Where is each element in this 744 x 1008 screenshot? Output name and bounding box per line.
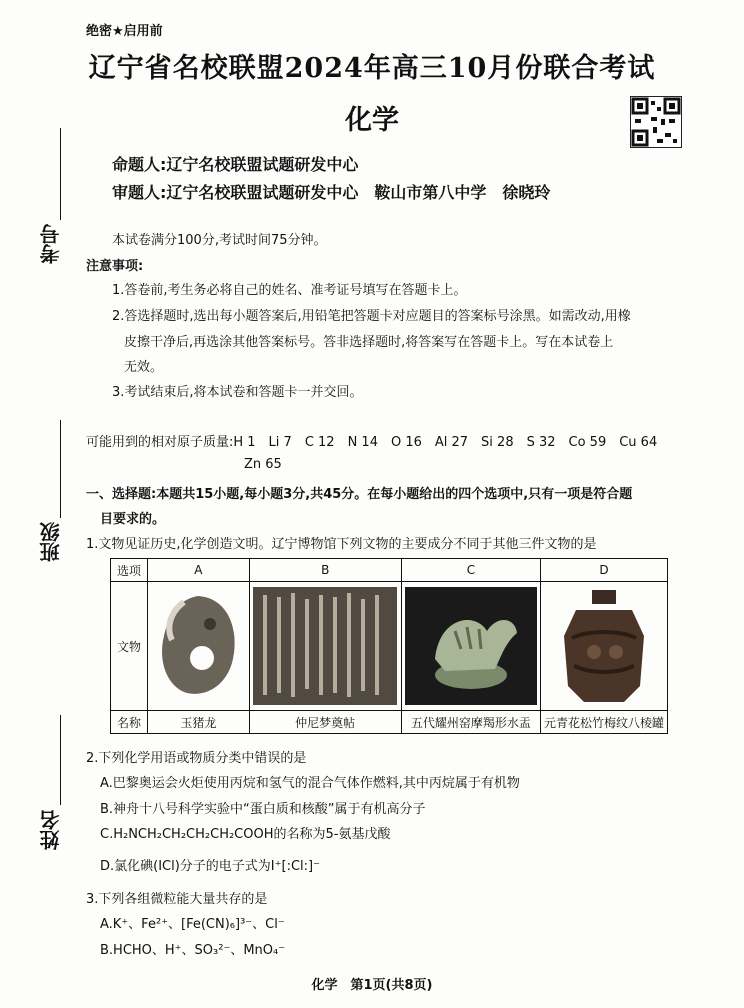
question-2-option-c: C.H₂NCH₂CH₂CH₂CH₂COOH的名称为5-氨基戊酸 — [100, 827, 391, 842]
atomic-mass-line: 可能用到的相对原子质量:H 1 Li 7 C 12 N 14 O 16 Al 27 Si 28 S 32 Co 59 Cu 64 — [86, 435, 658, 450]
class-label: 班级 — [39, 522, 63, 562]
question-2-option-d: D.氯化碘(ICl)分子的电子式为I⁺[:Cl:]⁻ — [100, 859, 320, 874]
atomic-mass-line: Zn 65 — [244, 457, 282, 472]
notice-item: 皮擦干净后,再选涂其他答案标号。答非选择题时,将答案写在答题卡上。写在本试卷上 — [124, 335, 614, 350]
section-heading: 目要求的。 — [100, 512, 166, 527]
artifact-b-photo — [249, 582, 401, 711]
notice-item: 3.考试结束后,将本试卷和答题卡一并交回。 — [112, 385, 363, 400]
notice-title: 注意事项: — [86, 259, 144, 274]
option-label-d: D — [541, 559, 668, 582]
question-2-stem: 2.下列化学用语或物质分类中错误的是 — [86, 751, 307, 766]
section-heading: 一、选择题:本题共15小题,每小题3分,共45分。在每小题给出的四个选项中,只有一项是符合题 — [86, 487, 633, 502]
qr-code-icon — [630, 96, 682, 148]
exam-title: 辽宁省名校联盟2024年高三10月份联合考试 — [88, 53, 656, 84]
question-3-option-a: A.K⁺、Fe²⁺、[Fe(CN)₆]³⁻、Cl⁻ — [100, 917, 285, 932]
reviewer-line: 审题人:辽宁名校联盟试题研发中心 鞍山市第八中学 徐晓玲 — [112, 183, 551, 202]
artifact-name-a: 玉猪龙 — [148, 711, 250, 734]
notice-item: 无效。 — [124, 360, 164, 375]
class-rule — [60, 420, 61, 518]
question-2-option-a: A.巴黎奥运会火炬使用丙烷和氢气的混合气体作燃料,其中丙烷属于有机物 — [100, 776, 520, 791]
artifact-c-photo — [401, 582, 540, 711]
name-label: 姓名 — [39, 810, 63, 850]
score-time: 本试卷满分100分,考试时间75分钟。 — [112, 233, 327, 248]
question-1-stem: 1.文物见证历史,化学创造文明。辽宁博物馆下列文物的主要成分不同于其他三件文物的是 — [86, 537, 597, 552]
option-label-a: A — [148, 559, 250, 582]
artifact-name-d: 元青花松竹梅纹八棱罐 — [541, 711, 668, 734]
question-3-option-b: B.HCHO、H⁺、SO₃²⁻、MnO₄⁻ — [100, 943, 286, 958]
name-rule — [60, 715, 61, 805]
notice-item: 2.答选择题时,选出每小题答案后,用铅笔把答题卡对应题目的答案标号涂黑。如需改动,用橡 — [112, 309, 631, 324]
option-label-c: C — [401, 559, 540, 582]
exam-no-label: 考号 — [39, 224, 63, 264]
exam-no-rule — [60, 128, 61, 220]
artifact-d-photo — [541, 582, 668, 711]
artifact-name-b: 仲尼梦奠帖 — [249, 711, 401, 734]
notice-item: 1.答卷前,考生务必将自己的姓名、准考证号填写在答题卡上。 — [112, 283, 467, 298]
artifact-table — [110, 558, 668, 734]
confidential-label: 绝密★启用前 — [86, 24, 163, 39]
subject-title: 化学 — [345, 105, 399, 136]
option-label-b: B — [249, 559, 401, 582]
table-header-name: 名称 — [111, 711, 148, 734]
question-3-stem: 3.下列各组微粒能大量共存的是 — [86, 892, 268, 907]
proposer-line: 命题人:辽宁名校联盟试题研发中心 — [112, 155, 359, 174]
question-2-option-b: B.神舟十八号科学实验中“蛋白质和核酸”属于有机高分子 — [100, 802, 426, 817]
page-footer: 化学 第1页(共8页) — [311, 978, 433, 993]
table-header-option: 选项 — [111, 559, 148, 582]
table-header-artifact: 文物 — [111, 582, 148, 711]
artifact-name-c: 五代耀州窑摩羯形水盂 — [401, 711, 540, 734]
artifact-a-photo — [148, 582, 250, 711]
